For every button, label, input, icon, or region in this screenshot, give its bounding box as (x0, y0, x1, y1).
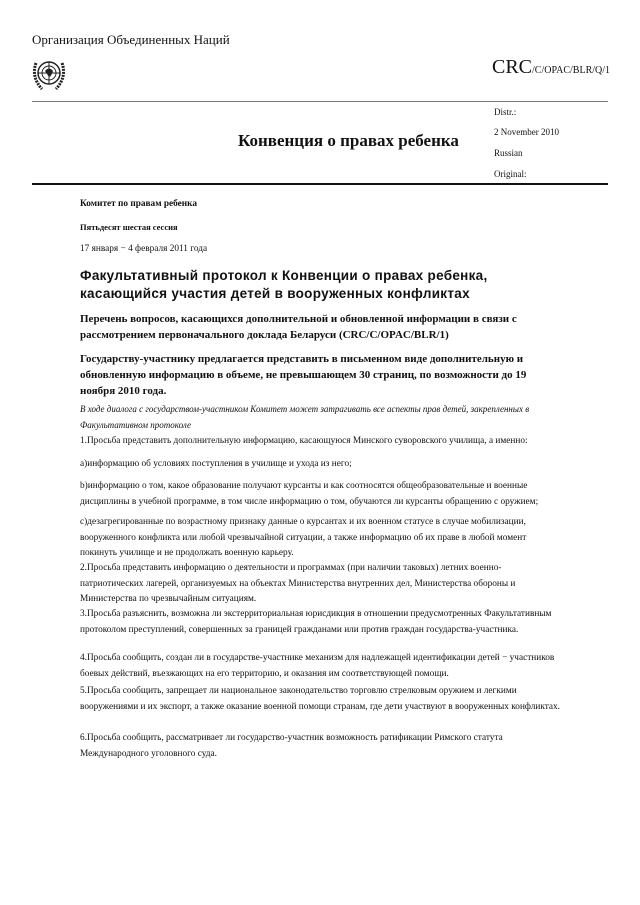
organization-name: Организация Объединенных Наций (32, 32, 230, 47)
intro-note: В ходе диалога с государством-участником Комитет может затрагивать все аспекты прав детей, закрепленных в Факультативном протоколе (80, 404, 530, 430)
un-emblem-icon (30, 53, 68, 97)
submission-request: Государству-участнику предлагается представить в письменном виде дополнительную и обновленную информацию в объеме, не превышающем 30 страниц, по возможности до 19 ноября 2010 года. (80, 353, 527, 397)
symbol-rest: /C/OPAC/BLR/Q/1 (532, 65, 611, 76)
list-item: 4.Просьба сообщить, создан ли в государстве-участнике механизм для надлежащей идентификации детей − участников боевых действий, въезжающих на его территорию, и оказания им соответствующей помощи. (80, 653, 555, 679)
original-label: Original: (494, 169, 527, 179)
list-item: b)информацию о том, какое образование получают курсанты и как соотносятся общеобразовательные и военные дисциплины в учебной программе, в том числе информацию о том, обучаются ли курсанты обращению с оружием; (80, 481, 539, 507)
protocol-title: Факультативный протокол к Конвенции о правах ребенка, касающийся участия детей в вооруженных конфликтах (80, 268, 488, 301)
list-item: 2.Просьба представить информацию о деятельности и программах (при наличии таковых) летних военно-патриотических лагерей, организуемых на объектах Министерства внутренних дел, Министерства обороны и Министерства по чрезвычайным ситуациям. (80, 563, 516, 604)
list-item: 6.Просьба сообщить, рассматривает ли государство-участник возможность ратификации Римского статута Международного уголовного суда. (80, 733, 503, 759)
convention-title: Конвенция о правах ребенка (238, 131, 459, 150)
committee-name: Комитет по правам ребенка (80, 199, 198, 209)
document-date: 2 November 2010 (494, 127, 559, 137)
document-language: Russian (494, 148, 523, 158)
distribution-label: Distr.: (494, 107, 517, 117)
list-item: 5.Просьба сообщить, запрещает ли национальное законодательство торговлю стрелковым оружием и легкими вооружениями и их экспорт, а также оказание военной помощи странам, где дети участвуют в вооруженных конфликтах. (80, 686, 561, 712)
list-item: a)информацию об условиях поступления в училище и ухода из него; (80, 459, 352, 469)
list-of-issues-title: Перечень вопросов, касающихся дополнительной и обновленной информации в связи с рассмотрением первоначального доклада Беларуси (CRC/C/OPAC/BLR/1) (80, 313, 517, 341)
list-item: 3.Просьба разъяснить, возможна ли экстерриториальная юрисдикция в отношении предусмотренных Факультативным протоколом преступлений, совершенных за границей гражданами или против граждан государства-участника. (80, 609, 552, 635)
header-bottom-divider (32, 183, 608, 185)
document-symbol (492, 56, 610, 79)
list-item: 1.Просьба представить дополнительную информацию, касающуюся Минского суворовского училища, а именно: (80, 436, 528, 446)
session-dates: 17 января − 4 февраля 2011 года (80, 244, 208, 254)
header-divider (32, 101, 608, 102)
session-name: Пятьдесят шестая сессия (80, 222, 178, 232)
symbol-main: CRC (492, 56, 533, 78)
list-item: c)дезагрегированные по возрастному признаку данные о курсантах и их военном статусе в случае мобилизации, вооруженного конфликта или любой чрезвычайной ситуации, а также информацию об их праве в любой момент покинуть училище и не продолжать военную карьеру. (80, 517, 527, 558)
